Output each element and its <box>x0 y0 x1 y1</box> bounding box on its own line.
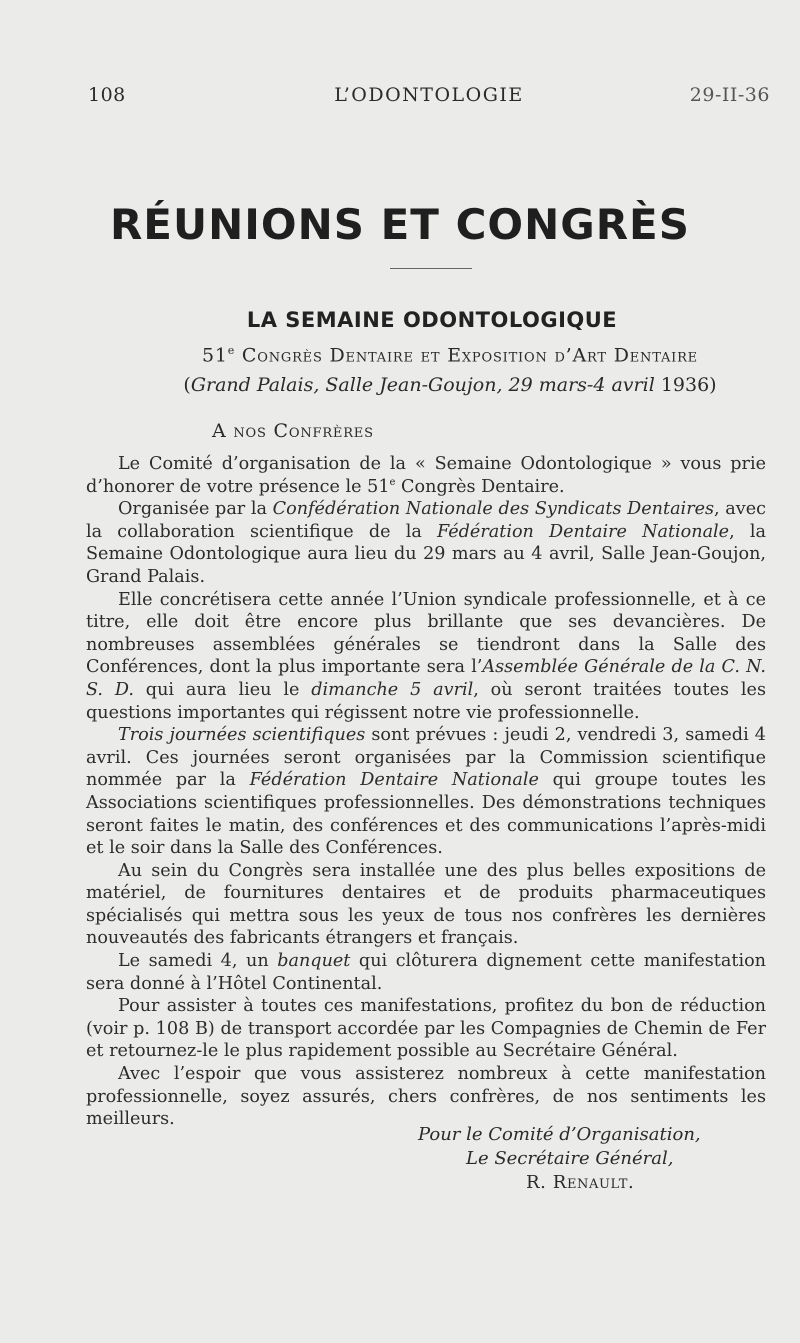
ordinal-sup: e <box>389 476 396 488</box>
text-run: Organisée par la <box>118 499 273 520</box>
paragraph-1 <box>86 453 766 498</box>
text-run: Congrès Dentaire. <box>395 476 565 497</box>
signature-line-2: Le Secrétaire Général, <box>466 1148 674 1169</box>
paragraph-2 <box>86 498 766 588</box>
text-run: Le Comité d’organisation de la « Semaine Odontologique » vous prie d’honorer de votre présence le 51 <box>86 454 766 497</box>
italic-run: banquet <box>277 951 351 972</box>
congress-number: 51 <box>202 344 228 367</box>
congress-description: Congrès Dentaire et Exposition d’Art Dentaire <box>235 344 698 367</box>
venue-details: Grand Palais, Salle Jean-Goujon, 29 mars-4 avril <box>190 374 655 396</box>
italic-run: dimanche 5 avril <box>311 679 474 700</box>
congress-subtitle <box>100 344 800 366</box>
italic-run: Trois journées scientifiques <box>118 725 366 746</box>
text-run: sont prévues : jeudi 2, vendredi 3, samedi 4 avril. Ces journées seront organisées par la Commission scientifique nommée par la <box>86 725 766 791</box>
venue-line <box>100 374 800 396</box>
text-run: qui groupe toutes les Associations scientifiques professionnelles. Des démonstrations techniques seront faites le matin, des conférences et des communications l’après-midi et le soir dans la Salle des Conférences. <box>86 770 766 859</box>
italic-run: Assemblée Générale de la C. N. S. D. <box>86 657 766 700</box>
text-run: qui clôturera dignement cette manifestation sera donné à l’Hôtel Continental. <box>86 951 766 994</box>
congress-ordinal: e <box>227 344 236 357</box>
signature-name: R. Renault. <box>526 1172 635 1193</box>
italic-run: Fédération Dentaire Nationale <box>249 770 539 791</box>
title-divider <box>390 268 472 269</box>
issue-date: 29-II-36 <box>689 84 770 106</box>
salutation: A nos Confrères <box>212 420 374 442</box>
italic-run: Confédération Nationale des Syndicats Dentaires <box>272 499 715 520</box>
italic-run: Fédération Dentaire Nationale <box>437 521 730 542</box>
text-run: , où seront traitées toutes les questions importantes qui régissent notre vie professionnelle. <box>86 679 766 723</box>
venue-year: 1936) <box>654 374 717 396</box>
paragraph-4 <box>86 724 766 860</box>
paragraph-8: Avec l’espoir que vous assisterez nombreux à cette manifestation professionnelle, soyez assurés, chers confrères, de nos sentiments les meilleurs. <box>86 1064 766 1130</box>
text-run: Le samedi 4, un <box>118 951 278 972</box>
paragraph-3 <box>86 589 766 725</box>
text-run: , la Semaine Odontologique aura lieu du 29 mars au 4 avril, Salle Jean-Goujon, Grand Palais. <box>86 521 766 587</box>
running-header <box>88 84 770 112</box>
article-title: LA SEMAINE ODONTOLOGIQUE <box>246 308 618 332</box>
signature-line-1: Pour le Comité d’Organisation, <box>418 1124 701 1145</box>
text-run: qui aura lieu le <box>133 679 312 700</box>
page-number: 108 <box>88 84 126 106</box>
journal-title: L’ODONTOLOGIE <box>334 84 524 106</box>
paragraph-5: Au sein du Congrès sera installée une des plus belles expositions de matériel, de fournitures dentaires et de produits pharmaceutiques spécialisés qui mettra sous les yeux de tous nos confrères les dernières nouveautés des fabricants étrangers et français. <box>86 860 766 949</box>
section-title: RÉUNIONS ET CONGRÈS <box>109 200 691 249</box>
text-run: , avec la collaboration scientifique de la <box>86 499 766 542</box>
paragraph-6 <box>86 950 766 995</box>
article-body <box>86 453 766 1131</box>
venue-open-paren: ( <box>183 374 191 396</box>
text-run: Elle concrétisera cette année l’Union syndicale professionnelle, et à ce titre, elle doit être encore plus brillante que ses devancières. De nombreuses assemblées générales se tiendront dans la Salle des Conférences, dont la plus importante sera l’ <box>86 589 766 678</box>
paragraph-7: Pour assister à toutes ces manifestations, profitez du bon de réduction (voir p. 108 B) de transport accordée par les Compagnies de Chemin de Fer et retournez-le le plus rapidement possible au Secrétaire Général. <box>86 996 766 1062</box>
